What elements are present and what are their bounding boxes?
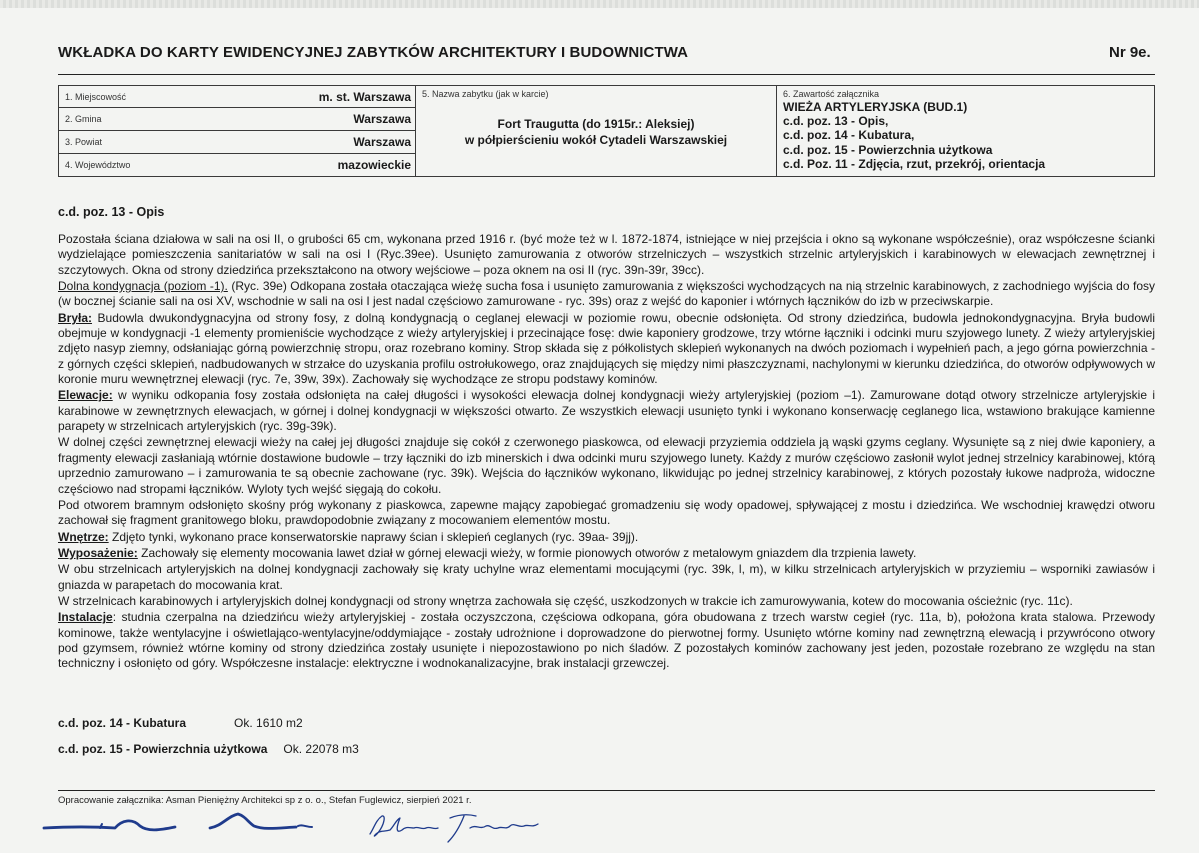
row-wojewodztwo (58, 153, 416, 177)
paragraph (58, 311, 1155, 388)
paragraph-text: Budowla dwukondygnacyjna od strony fosy, z dolną kondygnacją o ceglanej elewacji w poziomie rowu, obecnie odsłonięta. Od strony dziedzińca, budowla jednokondygnacyjna. Bryła budowli obejmuje w kondygnacji -1 elementy promieniście wychodzące z wieży artyleryjskiej i przecinające fosę: dwie kaponiery grodzowe, trzy wtórne łączniki i odcinki muru szyjowego lunety. Z wieży artyleryjskiej zdjęto nasyp ziemny, odsłaniając górną powierzchnię stropu, oraz rozebrano kominy. Strop składa się z półkolistych sklepień wykonanych na dwóch poziomach i wypełnień pach, a jego górna powierzchnia - z górnych części sklepień, nadbudowanych w strzałce do uzyskania profilu ostrołukowego, oraz znajdujących się między nimi płaszczyznami, nachylonymi w kierunku dziedzińca, do otworów odpływowych w koronie muru wewnętrznej elewacji (ryc. 7e, 39w, 39x). Zachowały się wychodzące ze stropu podstawy kominów. (58, 310, 1155, 387)
contents-list (783, 100, 1045, 171)
paragraph-text: W obu strzelnicach artyleryjskich na dolnej kondygnacji zachowały się kraty uchylne wraz elementami mocującymi (ryc. 39k, l, m), w kilku strzelnicach artyleryjskich w przyziemiu – wsporniki zawiasów i gniazda w parapetach do mocowania krat. (58, 562, 1155, 592)
contents-item: c.d. poz. 13 - Opis, (783, 114, 889, 129)
paragraph (58, 498, 1155, 529)
paragraph (58, 388, 1155, 434)
row-value: Warszawa (353, 135, 411, 149)
document-number: Nr 9e. (1109, 44, 1151, 61)
paragraph (58, 594, 1155, 609)
bottom-divider (58, 790, 1155, 791)
paragraph (58, 232, 1155, 278)
monument-name-label: 5. Nazwa zabytku (jak w karcie) (422, 89, 549, 99)
paragraph-heading: Elewacje: (58, 388, 113, 403)
kubatura-label: c.d. poz. 14 - Kubatura (58, 716, 187, 730)
footer-credit: Opracowanie załącznika: Asman Pieniężny Architekci sp z o. o., Stefan Fuglewicz, sierpień 2021 r. (58, 795, 472, 806)
row-gmina (58, 107, 416, 131)
row-powiat (58, 130, 416, 154)
contents-item: c.d. poz. 15 - Powierzchnia użytkowa (783, 142, 993, 157)
row-value: m. st. Warszawa (318, 89, 411, 104)
paragraph-text: : studnia czerpalna na dziedzińcu wieży artyleryjskiej - została oczyszczona, częściowa odkopana, góra obudowana z trzech warstw cegieł (ryc. 11a, b), położona krata stalowa. Przewody kominowe, także wentylacyjne i oświetlająco-wentylacyjne/oddymiające - zostały udrożnione i doprowadzone do pierwotnej formy. Usunięto wtórne kominy nad zewnętrzną elewacją i przywrócono otwory pod gzymsem, również wtórne kominy od strony dziedzińca zostały usunięte i niepozostawiono po nich śladów. Z pozostałych kominów zachowany jest jeden, pozostałe rozebrano ze względu na stan techniczny i osłonięto od góry. Współczesne instalacje: elektryczne i wodnokanalizacyjne, brak instalacji grzewczej. (58, 610, 1155, 671)
paragraph-heading: Wyposażenie: (58, 545, 138, 560)
row-value: mazowieckie (337, 158, 411, 172)
description-body (58, 232, 1155, 673)
paragraph-heading: Wnętrze: (58, 529, 109, 544)
paragraph-text: Pozostała ściana działowa w sali na osi II, o grubości 65 cm, wykonana przed 1916 r. (być może też w l. 1872-1874, istniejące w niej przejścia i okno są wykonane współcześnie), oraz współczesne ścianki wydzielające pomieszczenia sanitariatów w sali na osi I (Ryc.39ee). Usunięto zamurowania z otworów strzelniczych – wszystkich strzelnic artyleryjskich i karabinowych w elewacjach zewnętrznej i szczytowych. Okna od strony dziedzińca przekształcono na otwory wejściowe – poza oknem na osi II (ryc. 39n-39r, 39cc). (58, 232, 1155, 277)
row-label: 4. Województwo (65, 160, 131, 170)
paragraph-text: Zachowały się elementy mocowania lawet dział w górnej elewacji wieży, w formie pionowych otworów z metalowym gniazdem dla trzpienia lawety. (137, 545, 917, 560)
paragraph-text: (Ryc. 39e) Odkopana została otaczająca wieżę sucha fosa i usunięto zamurowania z większości wychodzących na nią strzelnic karabinowych, z zachodniego wyjścia do fosy (w bocznej ścianie sali na osi XV, wschodnie w sali na osi I jest nadal częściowo zamurowane - ryc. 39s) oraz z wejść do kaponier i wtórnych łączników do izb w przeciwskarpie. (58, 279, 1155, 309)
contents-item: c.d. Poz. 11 - Zdjęcia, rzut, przekrój, orientacja (783, 156, 1046, 171)
paragraph-heading: Bryła: (58, 310, 93, 325)
kubatura-value: Ok. 1610 m2 (234, 716, 303, 730)
row-miejscowosc (58, 85, 416, 108)
contents-item: WIEŻA ARTYLERYJSKA (BUD.1) (783, 100, 968, 114)
monument-name-line2: w półpierścieniu wokół Cytadeli Warszawskiej (464, 133, 728, 147)
section-heading: c.d. poz. 13 - Opis (58, 205, 165, 219)
powierzchnia-line (58, 742, 359, 756)
contents-cell (776, 85, 1155, 177)
paragraph-text: W dolnej części zewnętrznej elewacji wieży na całej jej długości znajduje się cokół z czerwonego piaskowca, od elewacji przyziemia oddziela ją wąski gzyms ceglany. Wysunięte są z niej dwie kaponiery, a fragmenty elewacji zasłaniają wtórnie dostawione budowle – trzy łączniki do izb minerskich i dwa odcinki muru szyjowego lunety. Każdy z murów częściowo zasłonił wylot jednej strzelnicy karabinowej, którą uprzednio zamurowano – i zamurowania te są obecnie zachowane (ryc. 39k). Wejścia do łączników wykonano, likwidując po jednej strzelnicy karabinowej, z których pozostały łukowe nadproża, widoczne częściowo nad stropami łączników. Wyloty tych wejść sięgają do cokołu. (58, 435, 1155, 496)
paragraph (58, 546, 1155, 561)
top-divider (58, 74, 1155, 75)
paragraph-text: W strzelnicach karabinowych i artyleryjskich dolnej kondygnacji od strony wnętrza zachowała się część, uszkodzonych w trakcie ich zamurowywania, kotew do mocowania ościeżnic (ryc. 11c). (58, 593, 1073, 608)
contents-item: c.d. poz. 14 - Kubatura, (783, 128, 915, 143)
paragraph (58, 562, 1155, 593)
paragraph (58, 435, 1155, 496)
paragraph-text: Pod otworem bramnym odsłonięto skośny próg wykonany z piaskowca, zapewne mający zapobiegać gromadzeniu się wody opadowej, spływającej z mostu i dziedzińca. We wschodniej krawędzi otworu zachował się fragment granitowego bloku, prawdopodobnie związany z mocowaniem elementów mostu. (58, 497, 1155, 528)
monument-name (416, 116, 776, 148)
row-value: Warszawa (353, 112, 411, 126)
paragraph-text: Zdjęto tynki, wykonano prace konserwatorskie naprawy ścian i sklepień ceglanych (ryc. 39aa- 39jj). (108, 529, 639, 544)
row-label: 3. Powiat (65, 137, 103, 147)
row-label: 1. Miejscowość (65, 91, 127, 102)
powierzchnia-label: c.d. poz. 15 - Powierzchnia użytkowa (58, 742, 268, 756)
paragraph (58, 279, 1155, 310)
monument-name-cell (415, 85, 777, 177)
row-label: 2. Gmina (65, 114, 102, 124)
paragraph-text: w wyniku odkopania fosy została odsłonięta na całej długości i wysokości elewacja dolnej kondygnacji wieży artyleryjskiej (poziom –1). Zamurowane dotąd otwory strzelnicze artyleryjskie i karabinowe w zewnętrznych elewacjach, w górnej i dolnej kondygnacji w większości otwarto. Ze wszystkich elewacji usunięto tynki i wykonano konserwację ceglanego lica, wstawiono brakujące kamienne parapety w strzelnicach artyleryjskich (ryc. 39g-39k). (58, 388, 1155, 434)
paragraph (58, 610, 1155, 671)
paragraph-heading: Dolna kondygnacja (poziom -1). (58, 279, 228, 294)
kubatura-line (58, 716, 303, 730)
scan-top-edge (0, 0, 1199, 8)
paragraph-heading: Instalacje (58, 610, 113, 625)
monument-name-line1: Fort Traugutta (do 1915r.: Aleksiej) (497, 117, 695, 131)
document-title: WKŁADKA DO KARTY EWIDENCYJNEJ ZABYTKÓW ARCHITEKTURY I BUDOWNICTWA (58, 44, 689, 61)
contents-label: 6. Zawartość załącznika (783, 89, 880, 99)
signature-image (40, 806, 560, 846)
info-table (58, 85, 1155, 177)
powierzchnia-value: Ok. 22078 m3 (283, 742, 359, 756)
paragraph (58, 530, 1155, 545)
